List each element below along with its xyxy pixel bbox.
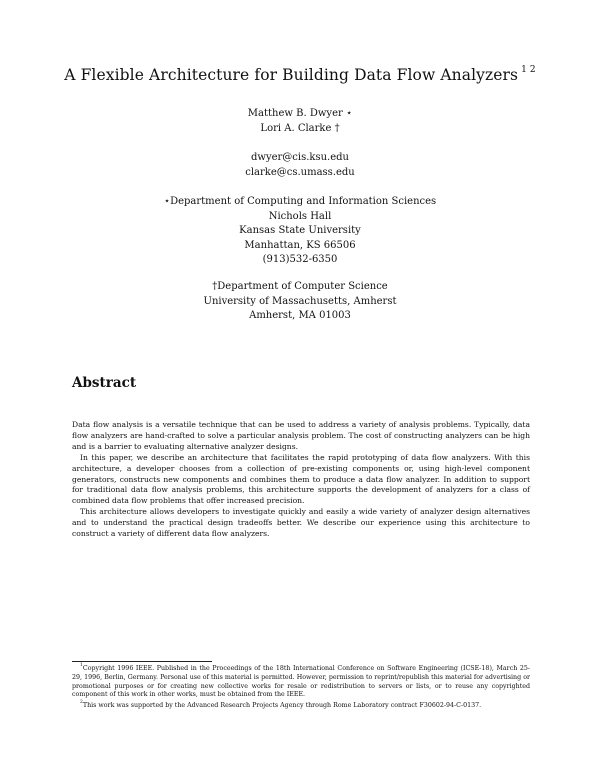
affiliation-line: Kansas State University: [239, 225, 361, 236]
affiliation-line: Nichols Hall: [268, 210, 332, 222]
abstract-heading: Abstract: [72, 375, 137, 391]
footnote-text: Copyright 1996 IEEE. Published in the Proceedings of the 18th International Conference on Software Engineering (ICSE-18), March 25-29, 1996, Berlin, Germany. Personal use of this material is permitted. However, permission to reprint/republish this material for advertising or promotional purposes or for creating new collective works for resale or redistribution to servers or lists, or to reuse any copyrighted component of this work in other works, must be obtained from the IEEE.: [72, 665, 530, 699]
abstract-paragraph: Data flow analysis is a versatile technique that can be used to address a variety of analysis problems. Typically, data flow analyzers are hand-crafted to solve a particular analysis problem. The cost of constructing analyzers can be high and is a barrier to evaluating alternative analyzer designs.: [72, 420, 530, 451]
abstract-body: [72, 420, 530, 540]
affiliation-umass: [0, 280, 600, 324]
abstract-paragraph: In this paper, we describe an architecture that facilitates the rapid prototyping of data flow analyzers. With this architecture, a developer chooses from a collection of pre-existing components or, using high-level component generators, constructs new components and combines them to produce a data flow analyzer. In addition to support for traditional data flow analysis problems, this architecture supports the development of analyzers for a class of combined data flow problems that offer increased precision.: [72, 452, 530, 506]
footnote-mark: 1: [80, 663, 83, 668]
paper-title: [0, 66, 600, 84]
affiliation-line: ⋆Department of Computing and Information Sciences: [163, 196, 437, 207]
title-footnote-marks: 1 2: [521, 64, 536, 75]
author-list: [0, 107, 600, 136]
footnotes: [72, 663, 530, 711]
footnote-divider: [72, 661, 212, 662]
abstract-paragraph: This architecture allows developers to investigate quickly and easily a wide variety of analyzer design alternatives and to understand the practical design tradeoffs better. We describe our experience using this architecture to construct a variety of different data flow analyzers.: [72, 507, 530, 539]
affiliation-line: Manhattan, KS 66506: [244, 239, 356, 251]
author-name: Lori A. Clarke †: [260, 122, 340, 134]
affiliation-line: †Department of Computer Science: [212, 281, 388, 292]
affiliation-line: University of Massachusetts, Amherst: [203, 295, 397, 307]
footnote-text: This work was supported by the Advanced Research Projects Agency through Rome Laboratory contract F30602-94-C-0137.: [82, 702, 482, 709]
affiliation-line: Amherst, MA 01003: [249, 310, 351, 321]
author-name: Matthew B. Dwyer ⋆: [247, 108, 353, 119]
footnote-funding: [72, 700, 530, 711]
paper-title-text: A Flexible Architecture for Building Data Flow Analyzers: [64, 66, 519, 84]
affiliation-ksu: [0, 195, 600, 268]
author-email: dwyer@cis.ksu.edu: [251, 152, 349, 163]
footnote-mark: 2: [80, 699, 83, 705]
author-emails: [0, 151, 600, 180]
author-email: clarke@cs.umass.edu: [245, 166, 355, 178]
footnote-copyright: [72, 663, 530, 700]
affiliation-phone: (913)532-6350: [262, 254, 338, 265]
